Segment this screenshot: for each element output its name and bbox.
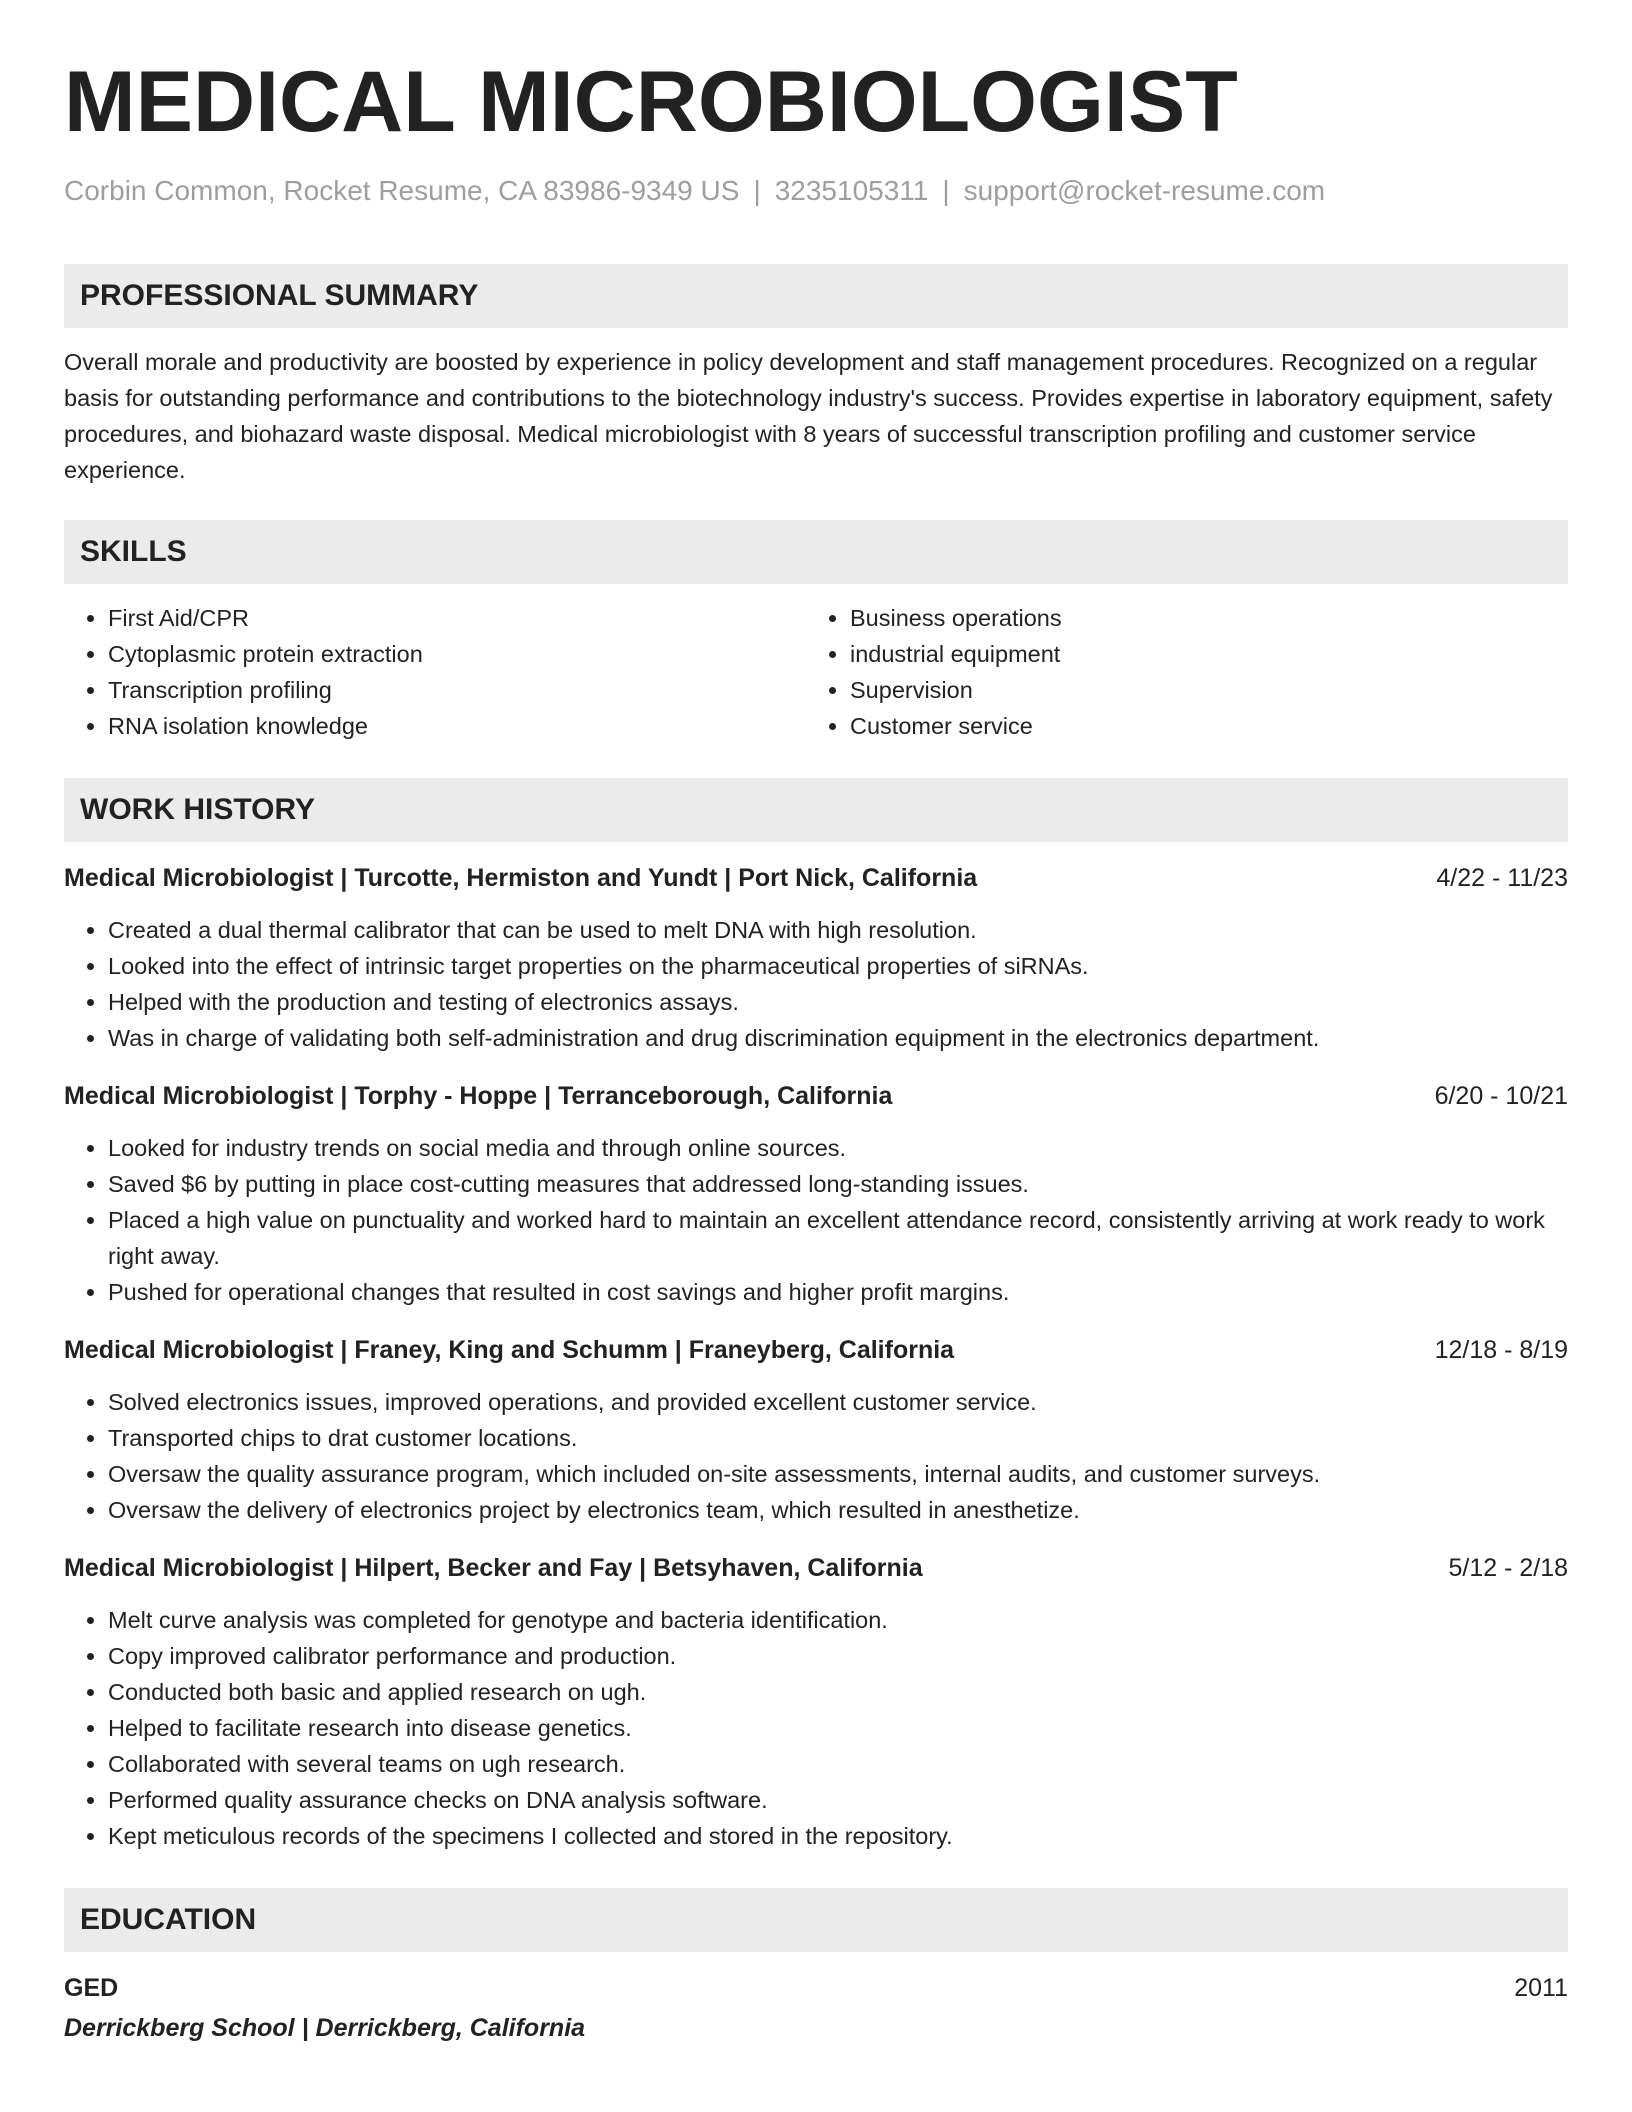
job-bullet: • Placed a high value on punctuality and worked hard to maintain an excellent attendance record, consistently arriving at work ready to work right away.	[108, 1202, 1568, 1274]
job-bullet: • Collaborated with several teams on ugh research.	[108, 1746, 1568, 1782]
job-entry	[64, 1332, 1568, 1528]
job-bullet: • Performed quality assurance checks on DNA analysis software.	[108, 1782, 1568, 1818]
job-bullet: • Conducted both basic and applied research on ugh.	[108, 1674, 1568, 1710]
resume-name: MEDICAL MICROBIOLOGIST	[64, 54, 1238, 150]
section-title: EDUCATION	[80, 1903, 257, 1936]
contact-separator: |	[753, 175, 761, 206]
job-header	[64, 1550, 1568, 1586]
summary-text: Overall morale and productivity are boosted by experience in policy development and staff management procedures. Recognized on a regular basis for outstanding performance and contributions to the biotechnology industry's success. Provides expertise in laboratory equipment, safety procedures, and biohazard waste disposal. Medical microbiologist with 8 years of successful transcription profiling and customer service experience.	[64, 349, 1553, 483]
skills-section-header	[64, 520, 1568, 584]
job-bullet: • Oversaw the quality assurance program, which included on-site assessments, internal audits, and customer surveys.	[108, 1456, 1568, 1492]
work-section-header	[64, 778, 1568, 842]
job-header	[64, 1078, 1568, 1114]
skills-column-left	[64, 600, 806, 744]
job-bullet: • Kept meticulous records of the specimens I collected and stored in the repository.	[108, 1818, 1568, 1854]
section-title: WORK HISTORY	[80, 793, 316, 826]
job-dates: 5/12 - 2/18	[1448, 1554, 1568, 1582]
summary-section-header	[64, 264, 1568, 328]
job-heading: Medical Microbiologist | Turcotte, Hermiston and Yundt | Port Nick, California	[64, 864, 978, 892]
job-bullet: • Created a dual thermal calibrator that can be used to melt DNA with high resolution.	[108, 912, 1568, 948]
job-bullet: • Was in charge of validating both self-administration and drug discrimination equipment in the electronics department.	[108, 1020, 1568, 1056]
job-dates: 12/18 - 8/19	[1434, 1336, 1568, 1364]
job-bullets	[64, 1384, 1568, 1528]
job-header	[64, 860, 1568, 896]
job-bullet: • Melt curve analysis was completed for genotype and bacteria identification.	[108, 1602, 1568, 1638]
skill-item: • RNA isolation knowledge	[108, 708, 806, 744]
contact-phone: 3235105311	[774, 175, 929, 206]
job-bullet: • Helped with the production and testing of electronics assays.	[108, 984, 1568, 1020]
job-bullets	[64, 1602, 1568, 1854]
job-bullet: • Copy improved calibrator performance and production.	[108, 1638, 1568, 1674]
job-heading: Medical Microbiologist | Franey, King and Schumm | Franeyberg, California	[64, 1336, 955, 1364]
contact-line	[64, 174, 1568, 208]
skill-item: • Transcription profiling	[108, 672, 806, 708]
job-header	[64, 1332, 1568, 1368]
job-entry	[64, 860, 1568, 1056]
job-bullet: • Transported chips to drat customer locations.	[108, 1420, 1568, 1456]
skill-item: • industrial equipment	[850, 636, 1548, 672]
education-header	[64, 1970, 1568, 2006]
contact-address: Corbin Common, Rocket Resume, CA 83986-9349 US	[64, 175, 740, 206]
education-degree: GED	[64, 1974, 119, 2002]
contact-separator: |	[942, 175, 950, 206]
education-school: Derrickberg School | Derrickberg, California	[64, 2014, 586, 2042]
job-entry	[64, 1550, 1568, 1854]
job-bullets	[64, 912, 1568, 1056]
skill-item: • First Aid/CPR	[108, 600, 806, 636]
job-bullet: • Helped to facilitate research into disease genetics.	[108, 1710, 1568, 1746]
education-year: 2011	[1514, 1974, 1568, 2002]
job-bullet: • Pushed for operational changes that resulted in cost savings and higher profit margins.	[108, 1274, 1568, 1310]
education-entry	[64, 1970, 1568, 2046]
job-heading: Medical Microbiologist | Hilpert, Becker and Fay | Betsyhaven, California	[64, 1554, 923, 1582]
skill-item: • Customer service	[850, 708, 1548, 744]
job-bullet: • Looked into the effect of intrinsic target properties on the pharmaceutical properties of siRNAs.	[108, 948, 1568, 984]
job-bullet: • Oversaw the delivery of electronics project by electronics team, which resulted in anesthetize.	[108, 1492, 1568, 1528]
job-bullet: • Solved electronics issues, improved operations, and provided excellent customer service.	[108, 1384, 1568, 1420]
skill-item: • Cytoplasmic protein extraction	[108, 636, 806, 672]
skills-list	[64, 600, 1568, 744]
job-bullet: • Saved $6 by putting in place cost-cutting measures that addressed long-standing issues.	[108, 1166, 1568, 1202]
job-dates: 4/22 - 11/23	[1436, 864, 1568, 892]
contact-email: support@rocket-resume.com	[963, 175, 1326, 206]
section-title: PROFESSIONAL SUMMARY	[80, 279, 479, 312]
skill-item: • Business operations	[850, 600, 1548, 636]
section-title: SKILLS	[80, 535, 187, 568]
resume-page	[64, 0, 1568, 2046]
job-dates: 6/20 - 10/21	[1434, 1082, 1568, 1110]
skill-item: • Supervision	[850, 672, 1548, 708]
job-bullets	[64, 1130, 1568, 1310]
job-bullet: • Looked for industry trends on social media and through online sources.	[108, 1130, 1568, 1166]
job-entry	[64, 1078, 1568, 1310]
job-heading: Medical Microbiologist | Torphy - Hoppe | Terranceborough, California	[64, 1082, 893, 1110]
skills-column-right	[806, 600, 1548, 744]
education-section-header	[64, 1888, 1568, 1952]
